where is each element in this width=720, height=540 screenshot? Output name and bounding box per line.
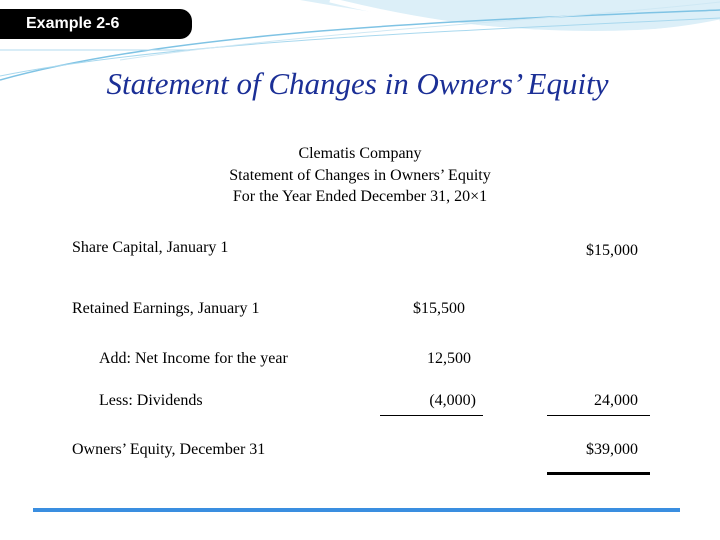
statement-heading [0, 143, 720, 208]
company-name: Clematis Company [298, 145, 422, 162]
retained-earnings-amount: $15,500 [413, 300, 465, 317]
subtotal-underline [380, 415, 483, 416]
share-capital-label: Share Capital, January 1 [72, 239, 229, 256]
dividends-amount: (4,000) [429, 392, 476, 409]
net-income-label: Add: Net Income for the year [99, 350, 288, 367]
header-wave-fill [300, 0, 720, 31]
share-capital-total: $15,000 [586, 242, 638, 259]
retained-earnings-total: 24,000 [594, 392, 638, 409]
grand-total-underline [547, 472, 650, 475]
statement-name: Statement of Changes in Owners’ Equity [229, 166, 491, 184]
slide-title: Statement of Changes in Owners’ Equity [106, 66, 609, 101]
footer-rule [33, 508, 680, 512]
ending-equity-label: Owners’ Equity, December 31 [72, 441, 266, 458]
statement-period: For the Year Ended December 31, 20×1 [232, 188, 488, 205]
total-underline [547, 415, 650, 416]
dividends-label: Less: Dividends [99, 392, 203, 409]
net-income-amount: 12,500 [427, 350, 471, 367]
retained-earnings-label: Retained Earnings, January 1 [72, 300, 260, 317]
example-label: Example 2-6 [0, 9, 192, 39]
ending-equity-total: $39,000 [586, 441, 638, 458]
